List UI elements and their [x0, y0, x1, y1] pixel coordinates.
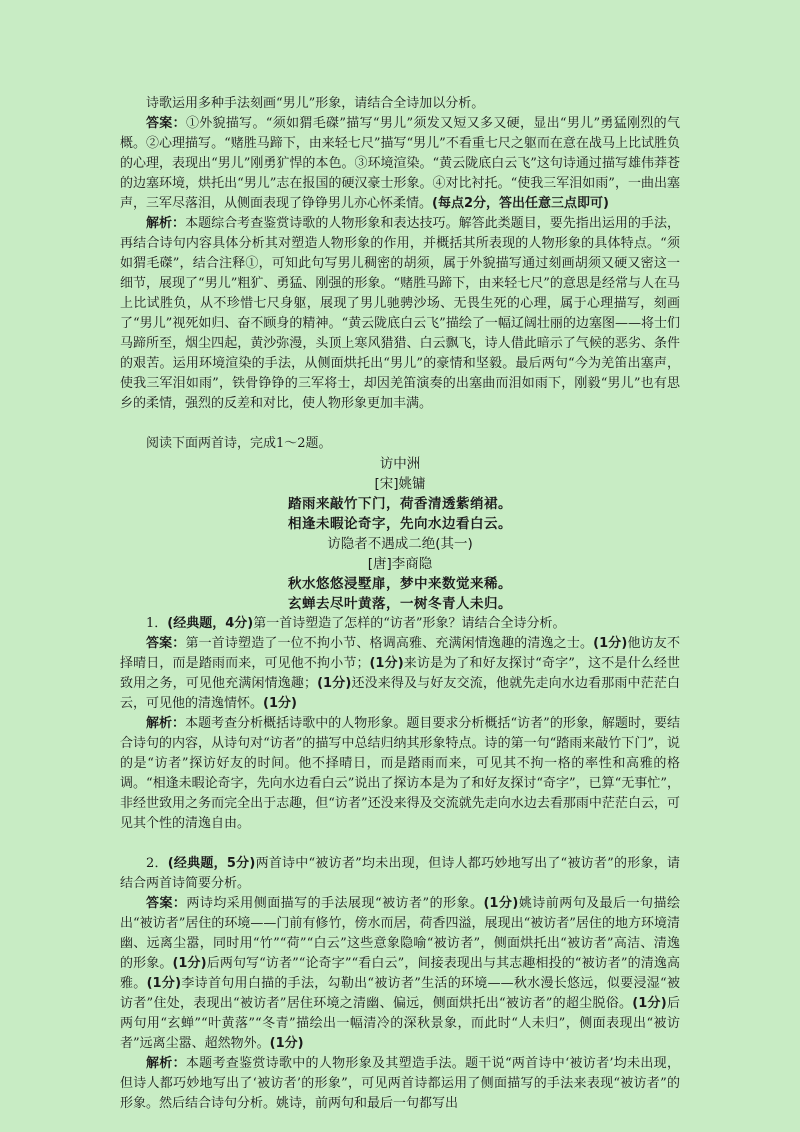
poem2-line-2: 玄蝉去尽叶黄落，一树冬青人未归。 — [288, 596, 512, 612]
analysis-text: 本题综合考查鉴赏诗歌的人物形象和表达技巧。解答此类题目，要先指出运用的手法，再结合诗句内容具体分析其对塑造人物形象的作用，并概括其所表现的人物形象的具体特点。“须如猬毛磔”，结合注释①，可知此句写男儿稠密的胡须，属于外貌描写通过刻画胡须又硬又密这一细节，展现了“男儿”粗犷、勇猛、刚强的形象。“赌胜马蹄下，由来轻七尺”的意思是经常与人在马上比试胜负，从不珍惜七尺身躯，展现了男儿驰骋沙场、无畏生死的心理，属于心理描写，刻画了“男儿”视死如归、奋不顾身的精神。“黄云陇底白云飞”描绘了一幅辽阔壮丽的边塞图——将士们马蹄所至，烟尘四起，黄沙弥漫，头顶上寒风猎猎、白云飘飞，诗人借此暗示了气候的恶劣、条件的艰苦。运用环境渲染的手法，从侧面烘托出“男儿”的豪情和坚毅。最后两句“今为羌笛出塞声，使我三军泪如雨”，铁骨铮铮的三军将士，却因羌笛演奏的出塞曲而泪如雨下，刚毅“男儿”也有思乡的柔情，强烈的反差和对比，使人物形象更加丰满。 — [120, 216, 680, 411]
document-page — [120, 94, 680, 1114]
score-mark: (1分) — [269, 1036, 304, 1051]
q1-tag: (经典题，4分) — [167, 616, 254, 631]
q2-number: 2． — [146, 856, 168, 871]
answer-segment: 两诗均采用侧面描写的手法展现“被访者”的形象。 — [186, 896, 484, 911]
score-mark: (1分) — [172, 956, 207, 971]
answer-label: 答案： — [146, 896, 187, 911]
score-mark: (1分) — [146, 976, 182, 991]
score-mark: (1分) — [263, 696, 297, 711]
q1-text: 第一首诗塑造了怎样的“访者”形象？请结合全诗分析。 — [253, 616, 566, 631]
poem2-author: [唐]李商隐 — [367, 556, 433, 572]
answer-score: (每点2分，答出任意三点即可) — [432, 196, 609, 211]
poem1-line-1: 踏雨来敲竹下门，荷香清透紫绡裙。 — [288, 496, 512, 512]
answer-segment: 第一首诗塑造了一位不拘小节、格调高雅、充满闲情逸趣的清逸之士。 — [185, 636, 594, 651]
answer-segment: 后两句写“访者”“论奇字”“看白云”，间接表现出与其志趣相投的“被访者”的清逸高雅。 — [120, 956, 680, 991]
block1-analysis — [120, 214, 680, 414]
answer-segment: 后两句用“玄蝉”“叶黄落”“冬青”描绘出一幅清冷的深秋景象，而此时“人未归”，侧面表现出“被访者”远离尘嚣、超然物外。 — [120, 996, 680, 1051]
score-mark: (1分) — [632, 996, 667, 1011]
q2-analysis — [120, 1054, 680, 1114]
analysis-label: 解析： — [146, 216, 186, 231]
score-mark: (1分) — [593, 636, 628, 651]
analysis-label: 解析： — [146, 716, 186, 731]
answer-segment: 李诗首句用白描的手法，勾勒出“被访者”生活的环境——秋水漫长悠远，似要浸湿“被访者”住处，表现出“被访者”居住环境之清幽、偏远，侧面烘托出“被访者”的超尘脱俗。 — [120, 976, 680, 1011]
q2-answer-parts — [120, 896, 680, 1051]
q2-text: 两首诗中“被访者”均未出现，但诗人都巧妙地写出了“被访者”的形象，请结合两首诗简要分析。 — [120, 856, 680, 891]
analysis-label: 解析： — [146, 1056, 186, 1071]
q2-tag: (经典题，5分) — [167, 856, 256, 871]
poem2-line-1: 秋水悠悠浸墅扉，梦中来数觉来稀。 — [288, 576, 512, 592]
answer-label: 答案： — [146, 116, 186, 131]
score-mark: (1分) — [483, 896, 519, 911]
answer-text: ①外貌描写。“须如猬毛磔”描写“男儿”须发又短又多又硬，显出“男儿”勇猛刚烈的气概。②心理描写。“赌胜马蹄下，由来轻七尺”描写“男儿”不看重七尺之躯而在意在战马上比试胜负的心理，表现出“男儿”刚勇犷悍的本色。③环境渲染。“黄云陇底白云飞”这句诗通过描写雄伟莽苍的边塞环境，烘托出“男儿”志在报国的硬汉豪士形象。④对比衬托。“使我三军泪如雨”，一曲出塞声，三军尽落泪，从侧面表现了铮铮男儿亦心怀柔情。 — [120, 116, 680, 211]
q2-answer — [120, 894, 680, 1054]
poem1-title: 访中洲 — [379, 456, 421, 472]
q1-answer-parts — [120, 636, 680, 711]
score-mark: (1分) — [369, 656, 404, 671]
q2-question — [120, 854, 680, 894]
score-mark: (1分) — [317, 676, 352, 691]
q1-answer — [120, 634, 680, 714]
q1-question — [120, 614, 680, 634]
answer-label: 答案： — [146, 636, 186, 651]
answer-segment: 还没来得及与好友交流，他就先走向水边看那雨中茫茫白云，可见他的清逸情怀。 — [120, 676, 680, 711]
analysis-text: 本题考查鉴赏诗歌中的人物形象及其塑造手法。题干说“两首诗中‘被访者’均未出现，但诗人都巧妙地写出了‘被访者’的形象”，可见两首诗都运用了侧面描写的手法来表现“被访者”的形象。然后结合诗句分析。姚诗，前两句和最后一句都写出 — [120, 1056, 680, 1111]
analysis-text: 本题考查分析概括诗歌中的人物形象。题目要求分析概括“访者”的形象，解题时，要结合诗句的内容，从诗句对“访者”的描写中总结归纳其形象特点。诗的第一句“踏雨来敲竹下门”，说的是“访者”探访好友的时间。他不择晴日，而是踏雨而来，可见其不拘一格的率性和高雅的格调。“相逢未暇论奇字，先向水边看白云”说出了探访本是为了和好友探讨“奇字”，已算“无事忙”，非经世致用之务而完全出于志趣，但“访者”还没来得及交流就先走向水边去看那雨中茫茫白云，可见其个性的清逸自由。 — [120, 716, 680, 831]
poem1-author: [宋]姚镛 — [374, 476, 426, 492]
answer-segment: 来访是为了和好友探讨“奇字”，这不是什么经世致用之务，可见他充满闲情逸趣； — [120, 656, 680, 691]
answer-segment: 他访友不择晴日，而是踏雨而来，可见他不拘小节； — [120, 636, 680, 671]
poem1-line-2: 相逢未暇论奇字，先向水边看白云。 — [288, 516, 512, 532]
reading-intro: 阅读下面两首诗，完成1～2题。 — [146, 436, 332, 451]
q1-analysis — [120, 714, 680, 834]
q1-number: 1． — [146, 616, 168, 631]
poem2-title: 访隐者不遇成二绝(其一) — [327, 536, 473, 552]
block1-question: 诗歌运用多种手法刻画“男儿”形象，请结合全诗加以分析。 — [146, 96, 485, 111]
answer-segment: 姚诗前两句及最后一句描绘出“被访者”居住的环境——门前有修竹，傍水而居，荷香四溢，展现出“被访者”居住的地方环境清幽、远离尘嚣，同时用“竹”“荷”“白云”这些意象隐喻“被访者”，侧面烘托出“被访者”高洁、清逸的形象。 — [120, 896, 680, 971]
block1-answer — [120, 114, 680, 214]
